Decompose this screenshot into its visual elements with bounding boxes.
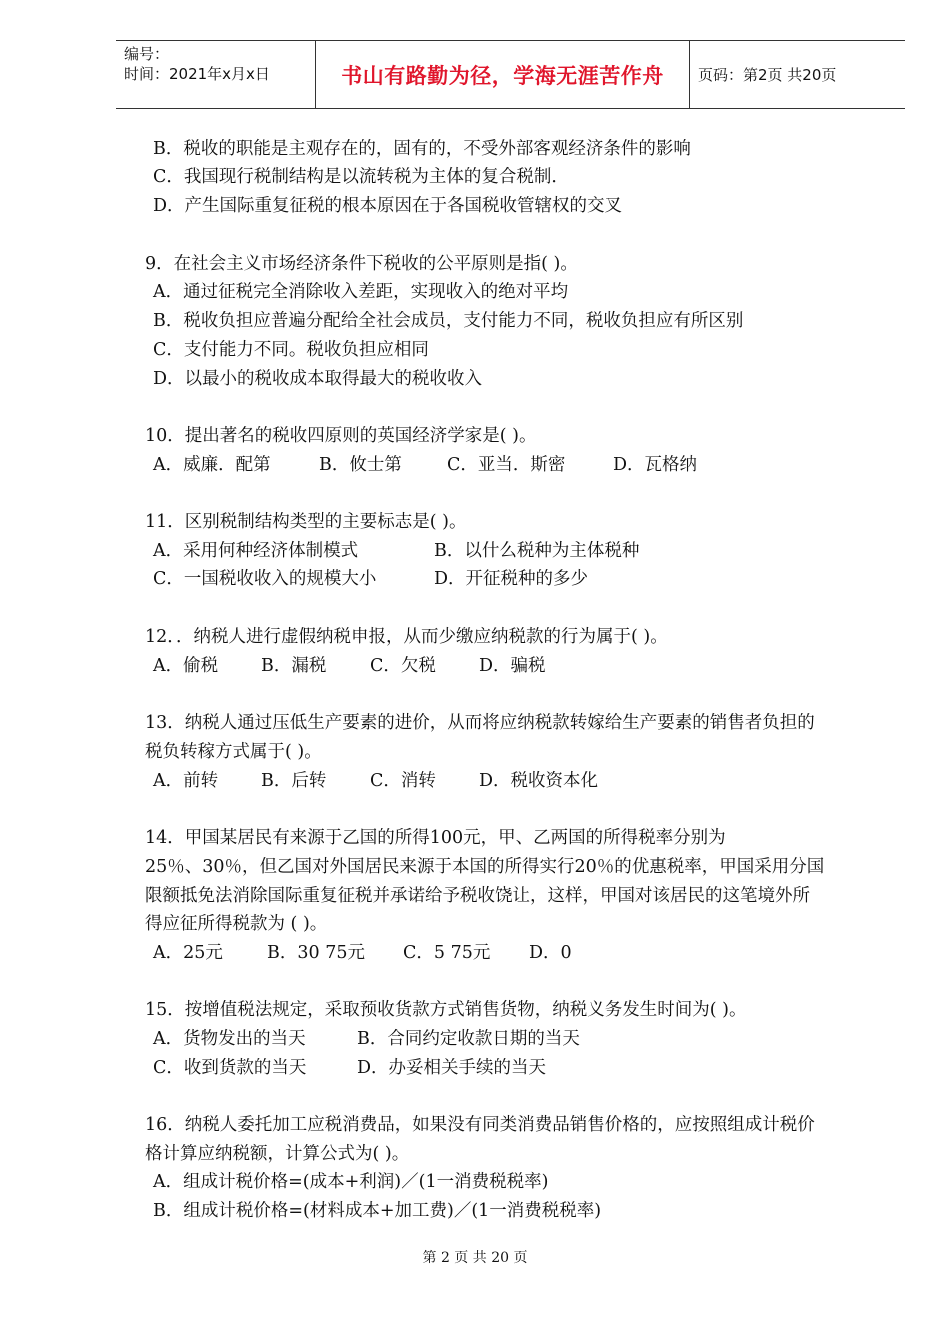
option-a: A．25元 (153, 943, 223, 963)
option-a: A．货物发出的当天 (153, 1029, 306, 1049)
header-motto (316, 41, 690, 108)
option-d: D．税收资本化 (479, 771, 599, 791)
question-stem: 14．甲国某居民有来源于乙国的所得100元，甲、乙两国的所得税率分别为 (145, 828, 726, 848)
option-b: B．后转 (261, 771, 327, 791)
page-header (116, 40, 905, 109)
option-c: C．亚当．斯密 (447, 455, 566, 475)
option-a: A．前转 (153, 771, 219, 791)
option-d: D．办妥相关手续的当天 (357, 1058, 547, 1078)
question-stem: 15．按增值税法规定，采取预收货款方式销售货物，纳税义务发生时间为( )。 (145, 1000, 747, 1020)
option-c: C．消转 (370, 771, 436, 791)
option-a: A．采用何种经济体制模式 (153, 541, 359, 561)
page-footer: 第 2 页 共 20 页 (422, 1250, 528, 1266)
option-b: B．漏税 (261, 656, 327, 676)
option-line: D．以最小的税收成本取得最大的税收收入 (153, 369, 483, 389)
question-stem: 11．区别税制结构类型的主要标志是( )。 (145, 512, 467, 532)
option-line: B．税收的职能是主观存在的，固有的，不受外部客观经济条件的影响 (153, 139, 691, 159)
option-a: A．偷税 (153, 656, 219, 676)
option-line: B．组成计税价格=(材料成本+加工费)／(1一消费税税率) (153, 1201, 602, 1221)
date-label: 时间：2021年x月x日 (124, 65, 270, 83)
option-b: B．合同约定收款日期的当天 (357, 1029, 580, 1049)
question-stem: 10．提出著名的税收四原则的英国经济学家是( )。 (145, 426, 537, 446)
option-d: D．开征税种的多少 (434, 569, 589, 589)
serial-label: 编号： (124, 45, 170, 63)
option-line: A．通过征税完全消除收入差距，实现收入的绝对平均 (153, 282, 569, 302)
question-stem: 限额抵免法消除国际重复征税并承诺给予税收饶让，这样，甲国对该居民的这笔境外所 (145, 886, 810, 906)
option-line: C．我国现行税制结构是以流转税为主体的复合税制． (153, 167, 569, 187)
option-d: D．骗税 (479, 656, 546, 676)
question-stem: 13．纳税人通过压低生产要素的进价，从而将应纳税款转嫁给生产要素的销售者负担的 (145, 713, 815, 733)
question-stem: 得应征所得税款为 ( )。 (145, 914, 328, 934)
option-line: D．产生国际重复征税的根本原因在于各国税收管辖权的交叉 (153, 196, 623, 216)
header-meta (116, 41, 316, 108)
header-page (690, 41, 905, 108)
option-c: C．收到货款的当天 (153, 1058, 307, 1078)
option-b: B．30 75元 (267, 943, 365, 963)
option-c: C．一国税收收入的规模大小 (153, 569, 377, 589)
question-stem: 25％、30％，但乙国对外国居民来源于本国的所得实行20％的优惠税率，甲国采用分国 (145, 857, 825, 877)
option-b: B．以什么税种为主体税种 (434, 541, 640, 561)
option-c: C．欠税 (370, 656, 436, 676)
option-line: B．税收负担应普遍分配给全社会成员，支付能力不同，税收负担应有所区别 (153, 311, 744, 331)
page-label: 页码：第2页 共20页 (698, 66, 837, 84)
question-stem: 格计算应纳税额，计算公式为( )。 (145, 1144, 410, 1164)
option-d: D．瓦格纳 (613, 455, 698, 475)
question-stem: 9．在社会主义市场经济条件下税收的公平原则是指( )。 (145, 254, 578, 274)
question-stem: 16．纳税人委托加工应税消费品，如果没有同类消费品销售价格的，应按照组成计税价 (145, 1115, 815, 1135)
motto-text: 书山有路勤为径，学海无涯苦作舟 (341, 63, 664, 88)
option-d: D．0 (529, 943, 572, 963)
option-c: C．5 75元 (403, 943, 491, 963)
question-stem: 12．．纳税人进行虚假纳税申报，从而少缴应纳税款的行为属于( )。 (145, 627, 668, 647)
option-line: C．支付能力不同。税收负担应相同 (153, 340, 429, 360)
option-line: A．组成计税价格=(成本+利润)／(1一消费税税率) (153, 1172, 549, 1192)
option-b: B．攸士第 (319, 455, 402, 475)
option-a: A．威廉．配第 (153, 455, 271, 475)
question-stem: 税负转稼方式属于( )。 (145, 742, 322, 762)
